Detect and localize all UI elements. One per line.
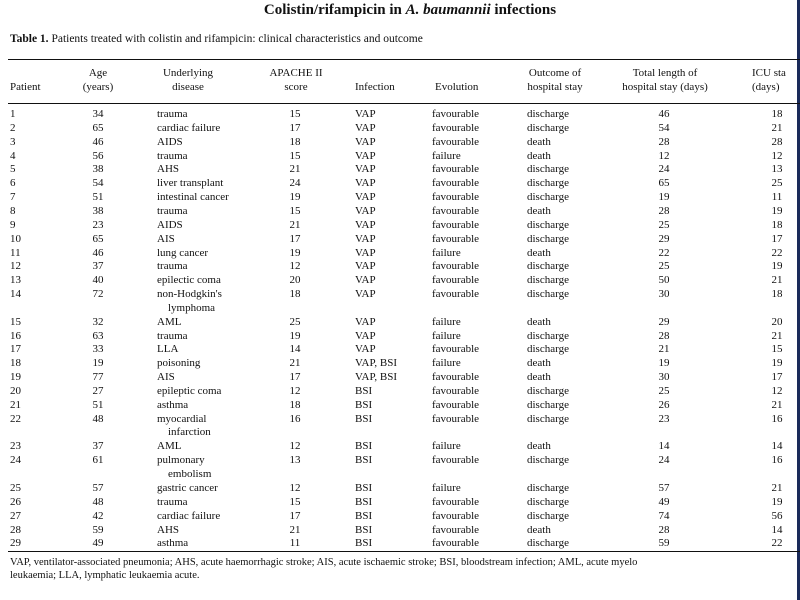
cell-outcome: death	[527, 149, 551, 162]
cell-total: 25	[658, 260, 670, 273]
cell-infection: BSI	[355, 537, 373, 550]
cell-age: 56	[92, 149, 104, 162]
cell-total: 23	[658, 412, 670, 425]
cell-outcome: death	[527, 204, 551, 217]
header-total-stay: Total length of hospital stay (days)	[622, 67, 708, 93]
cell-icu: 11	[771, 191, 783, 204]
header-age: Age (years)	[82, 67, 114, 93]
cell-patient: 11	[10, 246, 21, 259]
cell-outcome: discharge	[527, 218, 569, 231]
cell-age: 61	[92, 454, 104, 467]
cell-infection: VAP	[355, 177, 376, 190]
cell-apache: 21	[289, 357, 301, 370]
cell-total: 26	[658, 398, 670, 411]
cell-disease: AIDS	[157, 218, 183, 231]
cell-total: 21	[658, 343, 670, 356]
cell-apache: 17	[289, 121, 301, 134]
cell-evolution: favourable	[432, 108, 480, 120]
cell-icu: 21	[771, 398, 783, 411]
cell-evolution: favourable	[432, 509, 480, 522]
cell-evolution: failure	[432, 481, 461, 494]
cell-total: 30	[658, 288, 670, 301]
cell-outcome: death	[527, 371, 551, 384]
cell-icu: 18	[771, 108, 783, 120]
header-apache-score: APACHE II score	[269, 67, 323, 93]
cell-disease: gastric cancer	[157, 481, 218, 494]
cell-outcome: discharge	[527, 108, 569, 120]
cell-total: 54	[658, 121, 670, 134]
cell-outcome: death	[527, 135, 551, 148]
cell-icu: 19	[771, 495, 783, 508]
cell-apache: 19	[289, 246, 301, 259]
cell-outcome: discharge	[527, 288, 569, 301]
cell-patient: 10	[10, 232, 21, 245]
cell-apache: 15	[289, 149, 301, 162]
footnote-line-2: leukaemia; LLA, lymphatic leukaemia acute.	[10, 570, 200, 581]
cell-apache: 15	[289, 108, 301, 120]
table-top-rule	[8, 59, 800, 60]
cell-apache: 17	[289, 371, 301, 384]
cell-evolution: favourable	[432, 537, 480, 550]
cell-evolution: favourable	[432, 343, 480, 356]
table-caption	[10, 33, 423, 45]
cell-age: 57	[92, 481, 104, 494]
cell-total: 50	[658, 274, 670, 287]
cell-icu: 12	[771, 149, 783, 162]
cell-disease: epilectic coma	[157, 274, 221, 287]
cell-icu: 16	[771, 454, 783, 467]
cell-total: 29	[658, 315, 670, 328]
cell-disease: cardiac failure	[157, 509, 221, 522]
cell-disease: AHS	[157, 523, 180, 536]
cell-age: 48	[92, 495, 104, 508]
cell-disease: asthma	[157, 398, 189, 411]
cell-outcome: death	[527, 440, 551, 453]
cell-patient: 27	[10, 509, 21, 522]
cell-total: 25	[658, 218, 670, 231]
cell-icu: 18	[771, 288, 783, 301]
cell-apache: 24	[289, 177, 301, 190]
cell-evolution: favourable	[432, 371, 480, 384]
cell-disease: AIS	[157, 371, 175, 384]
cell-evolution: favourable	[432, 191, 480, 204]
cell-infection: VAP	[355, 315, 376, 328]
cell-apache: 21	[289, 218, 301, 231]
cell-apache: 17	[289, 509, 301, 522]
cell-disease: pulmonary embolism	[157, 454, 212, 480]
cell-disease: asthma	[157, 537, 189, 550]
cell-total: 28	[658, 523, 670, 536]
cell-infection: BSI	[355, 495, 373, 508]
cell-infection: BSI	[355, 509, 373, 522]
cell-icu: 22	[771, 537, 783, 550]
cell-age: 42	[92, 509, 104, 522]
cell-apache: 14	[289, 343, 301, 356]
cell-icu: 25	[771, 177, 783, 190]
cell-icu: 17	[771, 232, 783, 245]
header-infection: Infection	[355, 81, 395, 93]
cell-outcome: discharge	[527, 329, 569, 342]
cell-outcome: discharge	[527, 260, 569, 273]
cell-total: 49	[658, 495, 670, 508]
cell-disease: intestinal cancer	[157, 191, 229, 204]
cell-outcome: discharge	[527, 163, 569, 176]
cell-patient: 28	[10, 523, 21, 536]
cell-patient: 4	[10, 149, 16, 162]
cell-apache: 19	[289, 329, 301, 342]
cell-age: 33	[92, 343, 104, 356]
cell-evolution: failure	[432, 149, 461, 162]
cell-patient: 2	[10, 121, 16, 134]
cell-evolution: favourable	[432, 135, 480, 148]
cell-icu: 17	[771, 371, 783, 384]
cell-outcome: discharge	[527, 481, 569, 494]
cell-evolution: failure	[432, 329, 461, 342]
cell-outcome: discharge	[527, 121, 569, 134]
cell-age: 48	[92, 412, 104, 425]
cell-apache: 12	[289, 481, 301, 494]
cell-outcome: death	[527, 357, 551, 370]
cell-outcome: discharge	[527, 537, 569, 550]
table-footnote	[10, 556, 800, 582]
cell-age: 38	[92, 204, 104, 217]
cell-disease: trauma	[157, 495, 188, 508]
cell-icu: 28	[771, 135, 783, 148]
cell-patient: 16	[10, 329, 21, 342]
cell-age: 46	[92, 135, 104, 148]
cell-age: 54	[92, 177, 104, 190]
cell-disease: AML	[157, 440, 182, 453]
cell-apache: 21	[289, 163, 301, 176]
footnote-line-1: VAP, ventilator-associated pneumonia; AHS, acute haemorrhagic stroke; AIS, acute ischaemic stroke; BSI, bloodstream infection; AML, acute myelo	[10, 557, 638, 568]
cell-evolution: favourable	[432, 121, 480, 134]
cell-evolution: favourable	[432, 288, 480, 301]
cell-evolution: favourable	[432, 385, 480, 397]
cell-icu: 21	[771, 329, 783, 342]
cell-icu: 20	[771, 315, 783, 328]
cell-icu: 12	[771, 385, 783, 397]
cell-apache: 11	[289, 537, 301, 550]
cell-outcome: discharge	[527, 343, 569, 356]
header-evolution: Evolution	[435, 81, 479, 93]
cell-icu: 22	[771, 246, 783, 259]
cell-apache: 18	[289, 398, 301, 411]
cell-age: 51	[92, 191, 104, 204]
cell-evolution: failure	[432, 357, 461, 370]
header-outcome: Outcome of hospital stay	[527, 67, 583, 93]
cell-evolution: favourable	[432, 177, 480, 190]
cell-patient: 22	[10, 412, 21, 425]
cell-disease: trauma	[157, 204, 188, 217]
cell-outcome: discharge	[527, 191, 569, 204]
cell-infection: BSI	[355, 440, 373, 453]
slide-title: Colistin/rifampicin in A. baumannii infections	[263, 2, 557, 18]
table-caption-text: Patients treated with colistin and rifampicin: clinical characteristics and outcome	[48, 33, 423, 45]
cell-disease: cardiac failure	[157, 121, 221, 134]
header-underlying-disease: Underlying disease	[162, 67, 214, 93]
cell-patient: 18	[10, 357, 21, 370]
header-patient: Patient	[10, 81, 41, 93]
cell-evolution: favourable	[432, 454, 480, 467]
cell-icu: 16	[771, 412, 783, 425]
cell-age: 51	[92, 398, 104, 411]
cell-infection: VAP	[355, 191, 376, 204]
cell-infection: VAP	[355, 232, 376, 245]
cell-age: 38	[92, 163, 104, 176]
cell-infection: VAP	[355, 204, 376, 217]
cell-disease: AHS	[157, 163, 180, 176]
cell-disease: trauma	[157, 260, 188, 273]
cell-age: 19	[92, 357, 104, 370]
cell-patient: 29	[10, 537, 21, 550]
cell-icu: 21	[771, 121, 783, 134]
cell-infection: VAP	[355, 149, 376, 162]
cell-infection: VAP	[355, 288, 376, 301]
cell-total: 46	[658, 108, 670, 120]
cell-age: 27	[92, 385, 104, 397]
cell-total: 30	[658, 371, 670, 384]
cell-infection: VAP	[355, 260, 376, 273]
cell-total: 28	[658, 329, 670, 342]
cell-total: 12	[658, 149, 670, 162]
cell-infection: BSI	[355, 481, 373, 494]
cell-infection: VAP, BSI	[355, 357, 397, 370]
cell-evolution: favourable	[432, 204, 480, 217]
cell-outcome: discharge	[527, 385, 569, 397]
cell-icu: 15	[771, 343, 783, 356]
cell-infection: VAP	[355, 343, 376, 356]
cell-disease: poisoning	[157, 357, 201, 370]
cell-disease: trauma	[157, 329, 188, 342]
cell-apache: 19	[289, 191, 301, 204]
cell-age: 32	[92, 315, 104, 328]
cell-patient: 26	[10, 495, 21, 508]
cell-outcome: discharge	[527, 412, 569, 425]
cell-outcome: death	[527, 315, 551, 328]
cell-patient: 15	[10, 315, 21, 328]
cell-outcome: death	[527, 523, 551, 536]
cell-apache: 21	[289, 523, 301, 536]
cell-apache: 13	[289, 454, 301, 467]
cell-age: 46	[92, 246, 104, 259]
cell-evolution: favourable	[432, 495, 480, 508]
cell-icu: 56	[771, 509, 783, 522]
cell-age: 63	[92, 329, 104, 342]
cell-infection: VAP	[355, 329, 376, 342]
cell-evolution: favourable	[432, 260, 480, 273]
cell-patient: 9	[10, 218, 16, 231]
cell-disease: non-Hodgkin's lymphoma	[157, 288, 222, 314]
cell-icu: 19	[771, 357, 783, 370]
cell-apache: 25	[289, 315, 301, 328]
cell-apache: 16	[289, 412, 301, 425]
cell-outcome: discharge	[527, 232, 569, 245]
cell-disease: liver transplant	[157, 177, 224, 190]
cell-evolution: favourable	[432, 523, 480, 536]
cell-icu: 18	[771, 218, 783, 231]
cell-age: 65	[92, 121, 104, 134]
cell-evolution: favourable	[432, 412, 480, 425]
cell-patient: 5	[10, 163, 16, 176]
cell-apache: 18	[289, 135, 301, 148]
cell-total: 57	[658, 481, 670, 494]
cell-infection: VAP, BSI	[355, 371, 397, 384]
cell-disease: epileptic coma	[157, 385, 222, 397]
cell-apache: 17	[289, 232, 301, 245]
cell-infection: BSI	[355, 398, 373, 411]
cell-infection: VAP	[355, 163, 376, 176]
cell-outcome: discharge	[527, 509, 569, 522]
cell-patient: 17	[10, 343, 21, 356]
cell-total: 29	[658, 232, 670, 245]
cell-outcome: discharge	[527, 398, 569, 411]
cell-disease: LLA	[157, 343, 179, 356]
cell-patient: 14	[10, 288, 21, 301]
cell-apache: 15	[289, 495, 301, 508]
cell-patient: 19	[10, 371, 21, 384]
cell-outcome: death	[527, 246, 551, 259]
cell-infection: BSI	[355, 523, 373, 536]
cell-evolution: failure	[432, 315, 461, 328]
cell-total: 19	[658, 357, 670, 370]
cell-age: 59	[92, 523, 104, 536]
cell-patient: 24	[10, 454, 21, 467]
table-caption-label: Table 1.	[10, 33, 49, 45]
cell-patient: 25	[10, 481, 21, 494]
cell-total: 59	[658, 537, 670, 550]
cell-infection: BSI	[355, 385, 373, 397]
cell-total: 25	[658, 385, 670, 397]
table-header-rule	[8, 103, 800, 104]
cell-apache: 12	[289, 260, 301, 273]
cell-apache: 18	[289, 288, 301, 301]
cell-outcome: discharge	[527, 274, 569, 287]
cell-total: 74	[658, 509, 670, 522]
cell-age: 40	[92, 274, 104, 287]
cell-infection: VAP	[355, 135, 376, 148]
cell-evolution: failure	[432, 246, 461, 259]
cell-evolution: favourable	[432, 163, 480, 176]
cell-patient: 23	[10, 440, 21, 453]
cell-total: 22	[658, 246, 670, 259]
cell-icu: 14	[771, 440, 783, 453]
cell-outcome: discharge	[527, 454, 569, 467]
cell-apache: 12	[289, 385, 301, 397]
cell-age: 37	[92, 440, 104, 453]
cell-infection: VAP	[355, 121, 376, 134]
cell-total: 28	[658, 204, 670, 217]
cell-patient: 3	[10, 135, 16, 148]
cell-total: 65	[658, 177, 670, 190]
cell-disease: AIDS	[157, 135, 183, 148]
cell-evolution: favourable	[432, 274, 480, 287]
cell-age: 37	[92, 260, 104, 273]
cell-patient: 13	[10, 274, 21, 287]
cell-total: 28	[658, 135, 670, 148]
cell-disease: trauma	[157, 149, 188, 162]
cell-age: 23	[92, 218, 104, 231]
cell-disease: AML	[157, 315, 182, 328]
cell-apache: 15	[289, 204, 301, 217]
cell-infection: BSI	[355, 454, 373, 467]
title-species: A. baumannii	[405, 2, 491, 18]
cell-icu: 21	[771, 481, 783, 494]
cell-icu: 19	[771, 260, 783, 273]
table-bottom-rule	[8, 551, 800, 552]
cell-icu: 13	[771, 163, 783, 176]
cell-total: 19	[658, 191, 670, 204]
cell-age: 72	[92, 288, 104, 301]
cell-evolution: failure	[432, 440, 461, 453]
cell-icu: 19	[771, 204, 783, 217]
cell-patient: 1	[10, 108, 16, 120]
cell-infection: VAP	[355, 108, 376, 120]
cell-evolution: favourable	[432, 218, 480, 231]
cell-apache: 12	[289, 440, 301, 453]
cell-patient: 21	[10, 398, 21, 411]
cell-icu: 14	[771, 523, 783, 536]
cell-patient: 12	[10, 260, 21, 273]
cell-disease: lung cancer	[157, 246, 208, 259]
cell-age: 34	[92, 108, 104, 120]
cell-apache: 20	[289, 274, 301, 287]
cell-disease: AIS	[157, 232, 175, 245]
cell-evolution: favourable	[432, 398, 480, 411]
cell-infection: VAP	[355, 218, 376, 231]
cell-patient: 8	[10, 204, 16, 217]
cell-patient: 20	[10, 385, 21, 397]
cell-total: 14	[658, 440, 670, 453]
cell-age: 77	[92, 371, 104, 384]
cell-patient: 7	[10, 191, 16, 204]
header-icu-stay: ICU sta (days)	[752, 67, 786, 93]
cell-disease: myocardial infarction	[157, 412, 211, 439]
cell-total: 24	[658, 454, 670, 467]
cell-age: 49	[92, 537, 104, 550]
cell-age: 65	[92, 232, 104, 245]
cell-disease: trauma	[157, 108, 188, 120]
cell-infection: VAP	[355, 246, 376, 259]
cell-icu: 21	[771, 274, 783, 287]
cell-total: 24	[658, 163, 670, 176]
cell-outcome: discharge	[527, 177, 569, 190]
cell-patient: 6	[10, 177, 16, 190]
cell-evolution: favourable	[432, 232, 480, 245]
cell-infection: VAP	[355, 274, 376, 287]
cell-infection: BSI	[355, 412, 373, 425]
cell-outcome: discharge	[527, 495, 569, 508]
